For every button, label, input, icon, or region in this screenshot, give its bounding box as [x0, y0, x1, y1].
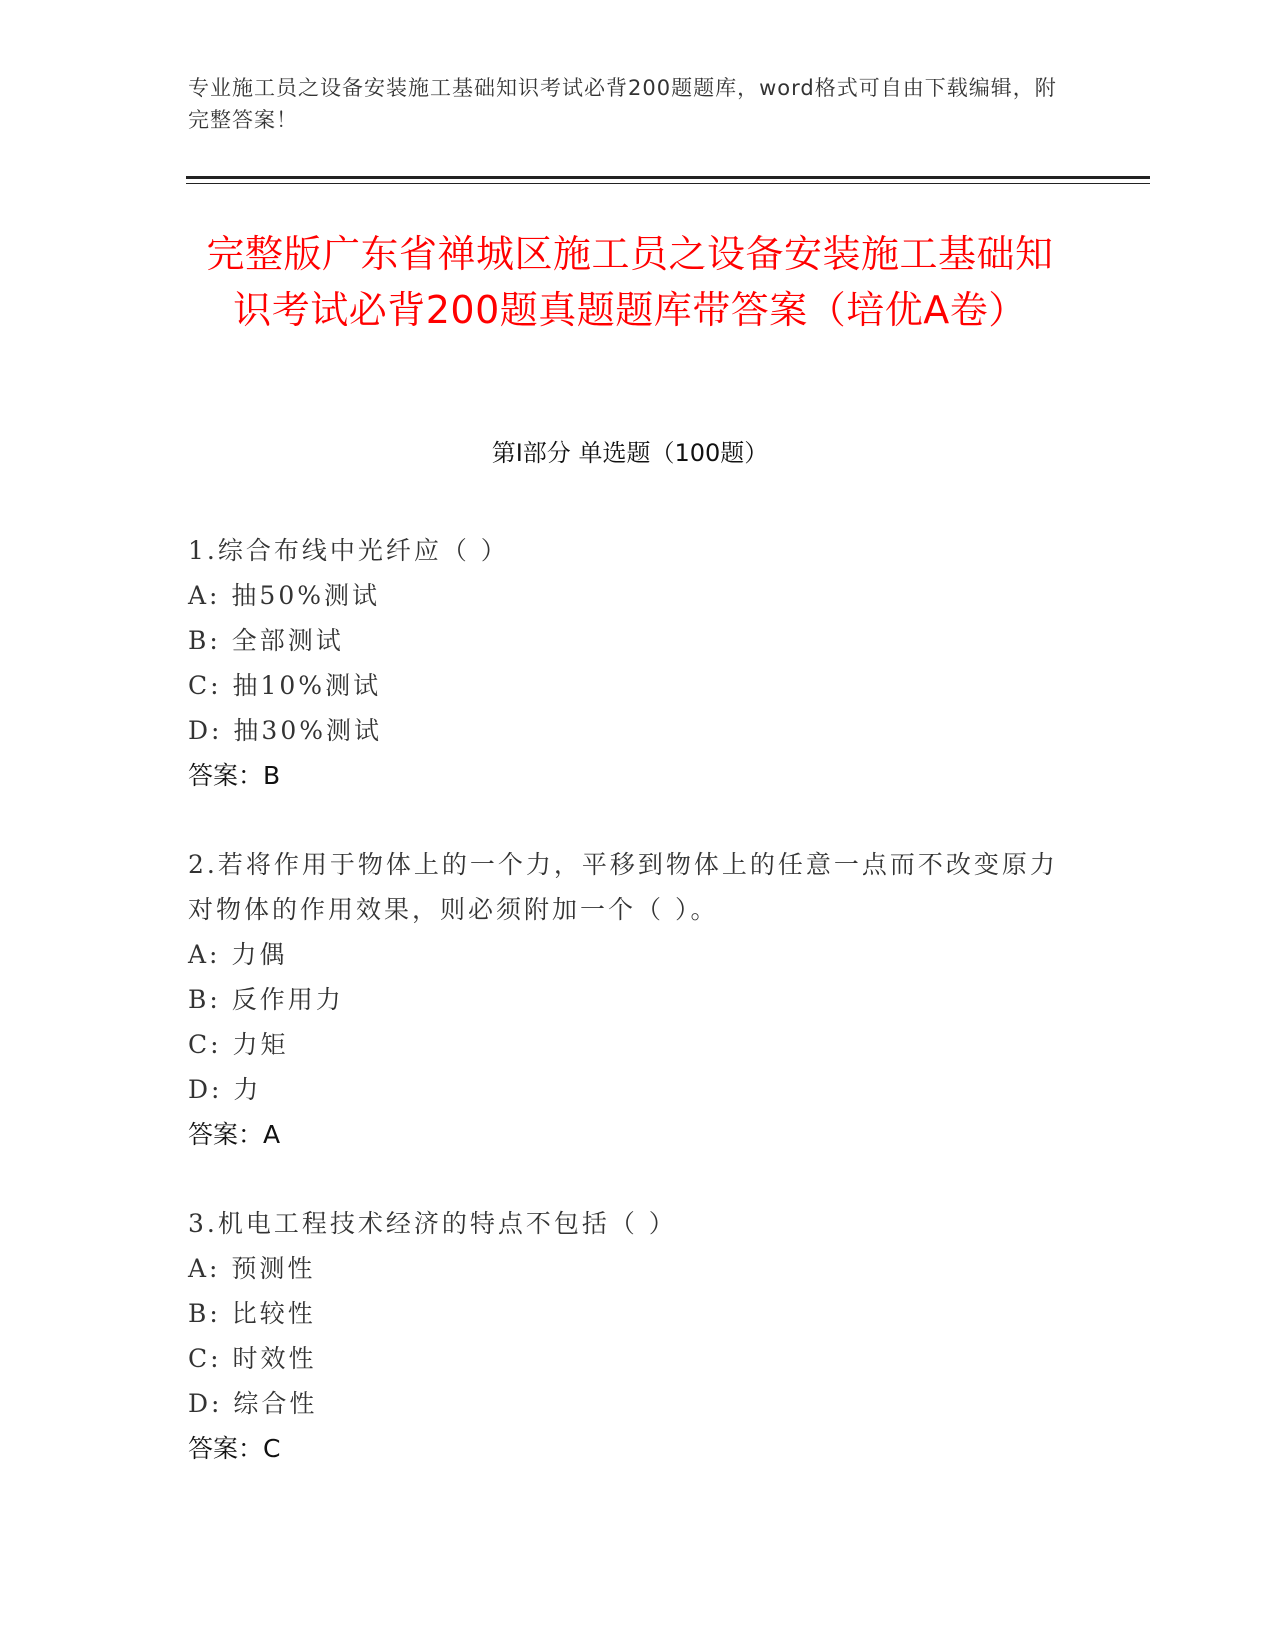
option-a: A: 力偶 — [188, 940, 288, 969]
option-d: D: 力 — [188, 1075, 262, 1104]
header-rule-thin — [186, 183, 1150, 184]
option-a: A: 抽50%测试 — [188, 581, 380, 610]
answer-line: 答案：A — [188, 1120, 281, 1149]
question-stem: 2.若将作用于物体上的一个力，平移到物体上的任意一点而不改变原力对物体的作用效果，则必须附加一个（ ）。 — [188, 850, 1058, 924]
header-rule-thick — [186, 176, 1150, 179]
option-c: C: 时效性 — [188, 1344, 317, 1373]
header-note: 专业施工员之设备安装施工基础知识考试必背200题题库，word格式可自由下载编辑，附完整答案！ — [188, 76, 1057, 132]
option-d: D: 综合性 — [188, 1389, 318, 1418]
answer-line: 答案：B — [188, 761, 281, 790]
section-heading: 第Ⅰ部分 单选题（100题） — [491, 439, 769, 467]
option-c: C: 抽10%测试 — [188, 671, 382, 700]
option-b: B: 比较性 — [188, 1299, 316, 1328]
option-b: B: 全部测试 — [188, 626, 344, 655]
question-stem: 1.综合布线中光纤应（ ） — [188, 536, 509, 565]
question-list — [188, 528, 1068, 1515]
option-b: B: 反作用力 — [188, 985, 344, 1014]
option-c: C: 力矩 — [188, 1030, 289, 1059]
question-stem: 3.机电工程技术经济的特点不包括（ ） — [188, 1209, 677, 1238]
answer-line: 答案：C — [188, 1434, 281, 1463]
document-title: 完整版广东省禅城区施工员之设备安装施工基础知识考试必背200题真题题库带答案（培优A卷） — [206, 232, 1054, 332]
question-item — [188, 842, 1068, 1157]
option-d: D: 抽30%测试 — [188, 716, 382, 745]
question-item — [188, 528, 1068, 798]
question-item — [188, 1201, 1068, 1471]
option-a: A: 预测性 — [188, 1254, 316, 1283]
